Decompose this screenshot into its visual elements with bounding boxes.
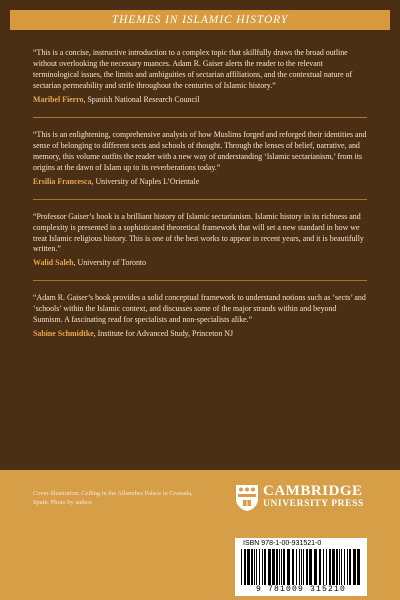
barcode-bar: [264, 549, 266, 585]
ean-digits: 9 781009 315210: [255, 585, 346, 594]
barcode-bar: [254, 549, 255, 585]
barcode: [235, 538, 367, 596]
endorser-name: Maribel Fierro: [33, 94, 84, 104]
endorser-name: Ersilia Francesca: [33, 176, 92, 186]
barcode-bar: [349, 549, 351, 585]
isbn-label: ISBN 978-1-00-931521-0: [243, 540, 322, 547]
endorser-affiliation: , University of Toronto: [73, 258, 147, 268]
barcode-bars: [241, 549, 361, 585]
endorsement-quote: “This is an enlightening, comprehensive analysis of how Muslims forged and reforged their identities and sense of belonging to different sects and schools of thought. Through the lenses of belief, narrative, and memory, this volume outfits the reader with a new way of understanding ‘Islamic sectarianism,’ from its origins at the dawn of Islam up to its reverberations today.”: [33, 129, 367, 172]
barcode-bar: [244, 549, 246, 585]
barcode-bar: [262, 549, 263, 585]
endorser-affiliation: , Spanish National Research Council: [83, 94, 200, 104]
publisher-name-line2: UNIVERSITY PRESS: [263, 499, 364, 509]
endorsement: [33, 212, 367, 269]
divider: [33, 117, 367, 118]
barcode-bar: [241, 549, 242, 585]
barcode-bar: [259, 549, 260, 585]
barcode-bar: [329, 549, 331, 585]
cambridge-crest-icon: [235, 484, 259, 512]
endorser-name: Sabine Schmidtke: [33, 329, 94, 339]
barcode-bar: [306, 549, 308, 585]
barcode-bar: [276, 549, 278, 585]
barcode-bar: [344, 549, 345, 585]
endorsement: [33, 48, 367, 105]
endorsement-attribution: [33, 329, 367, 339]
endorser-affiliation: , Institute for Advanced Study, Princeton NJ: [93, 329, 234, 339]
barcode-bar: [301, 549, 302, 585]
barcode-bar: [303, 549, 304, 585]
barcode-bar: [279, 549, 280, 585]
endorsement-quote: “Professor Gaiser’s book is a brilliant history of Islamic sectarianism. Islamic history in its richness and complexity is presented in a sophisticated theoretical framework that will set a new standard in how we treat Islamic religious history. This is one of the best works to appear in recent years, and it is beautifully written.”: [33, 211, 364, 254]
barcode-bar: [332, 549, 335, 585]
barcode-bar: [299, 549, 300, 585]
endorsement: [33, 293, 367, 339]
endorser-affiliation: , University of Naples L’Orientale: [91, 176, 200, 186]
barcode-bar: [336, 549, 338, 585]
barcode-bar: [323, 549, 324, 585]
publisher-logo: [235, 484, 364, 512]
endorsement-attribution: [33, 258, 367, 268]
barcode-bar: [268, 549, 271, 585]
barcode-bar: [251, 549, 253, 585]
endorsement-attribution: [33, 95, 367, 105]
endorser-name: Walid Saleh: [33, 258, 74, 268]
barcode-bar: [357, 549, 360, 585]
publisher-name-line1: CAMBRIDGE: [263, 483, 363, 499]
series-banner: [10, 10, 390, 30]
barcode-bar: [339, 549, 340, 585]
barcode-bar: [353, 549, 356, 585]
footer-band: [0, 470, 400, 600]
divider: [33, 199, 367, 200]
barcode-bar: [347, 549, 348, 585]
publisher-wordmark: [263, 484, 364, 510]
barcode-bar: [314, 549, 317, 585]
barcode-bar: [341, 549, 342, 585]
endorsement-attribution: [33, 177, 367, 187]
barcode-bar: [296, 549, 297, 585]
endorsement-quote: “Adam R. Gaiser’s book provides a solid conceptual framework to understand notions such as ‘sects’ and ‘schools’ within the Islamic context, and discusses some of the major strands within and beyond Sunnism. A fascinating read for specialists and non-specialists alike.”: [33, 293, 366, 325]
endorsement: [33, 130, 367, 187]
divider: [33, 280, 367, 281]
barcode-bar: [247, 549, 250, 585]
endorsement-quote: “This is a concise, instructive introduction to a complex topic that skillfully draws the broad outline without overlooking the necessary nuances. Adam R. Gaiser alerts the reader to the relevant terminological issues, the limits and ambiguities of sectarian affiliations, and the contextual nature of sectarian permeability and strife throughout the centuries of Islamic history.”: [33, 48, 353, 90]
barcode-bar: [292, 549, 294, 585]
barcode-bar: [256, 549, 257, 585]
barcode-bar: [319, 549, 321, 585]
barcode-bar: [272, 549, 275, 585]
series-title: THEMES IN ISLAMIC HISTORY: [111, 14, 289, 26]
barcode-bar: [283, 549, 285, 585]
barcode-bar: [326, 549, 327, 585]
endorsements: [33, 48, 367, 351]
barcode-bar: [309, 549, 312, 585]
barcode-bar: [287, 549, 290, 585]
barcode-bar: [281, 549, 282, 585]
cover-credit: Cover illustration: Ceiling in the Alhambra Palace in Granada, Spain. Photo by author.: [33, 490, 193, 506]
